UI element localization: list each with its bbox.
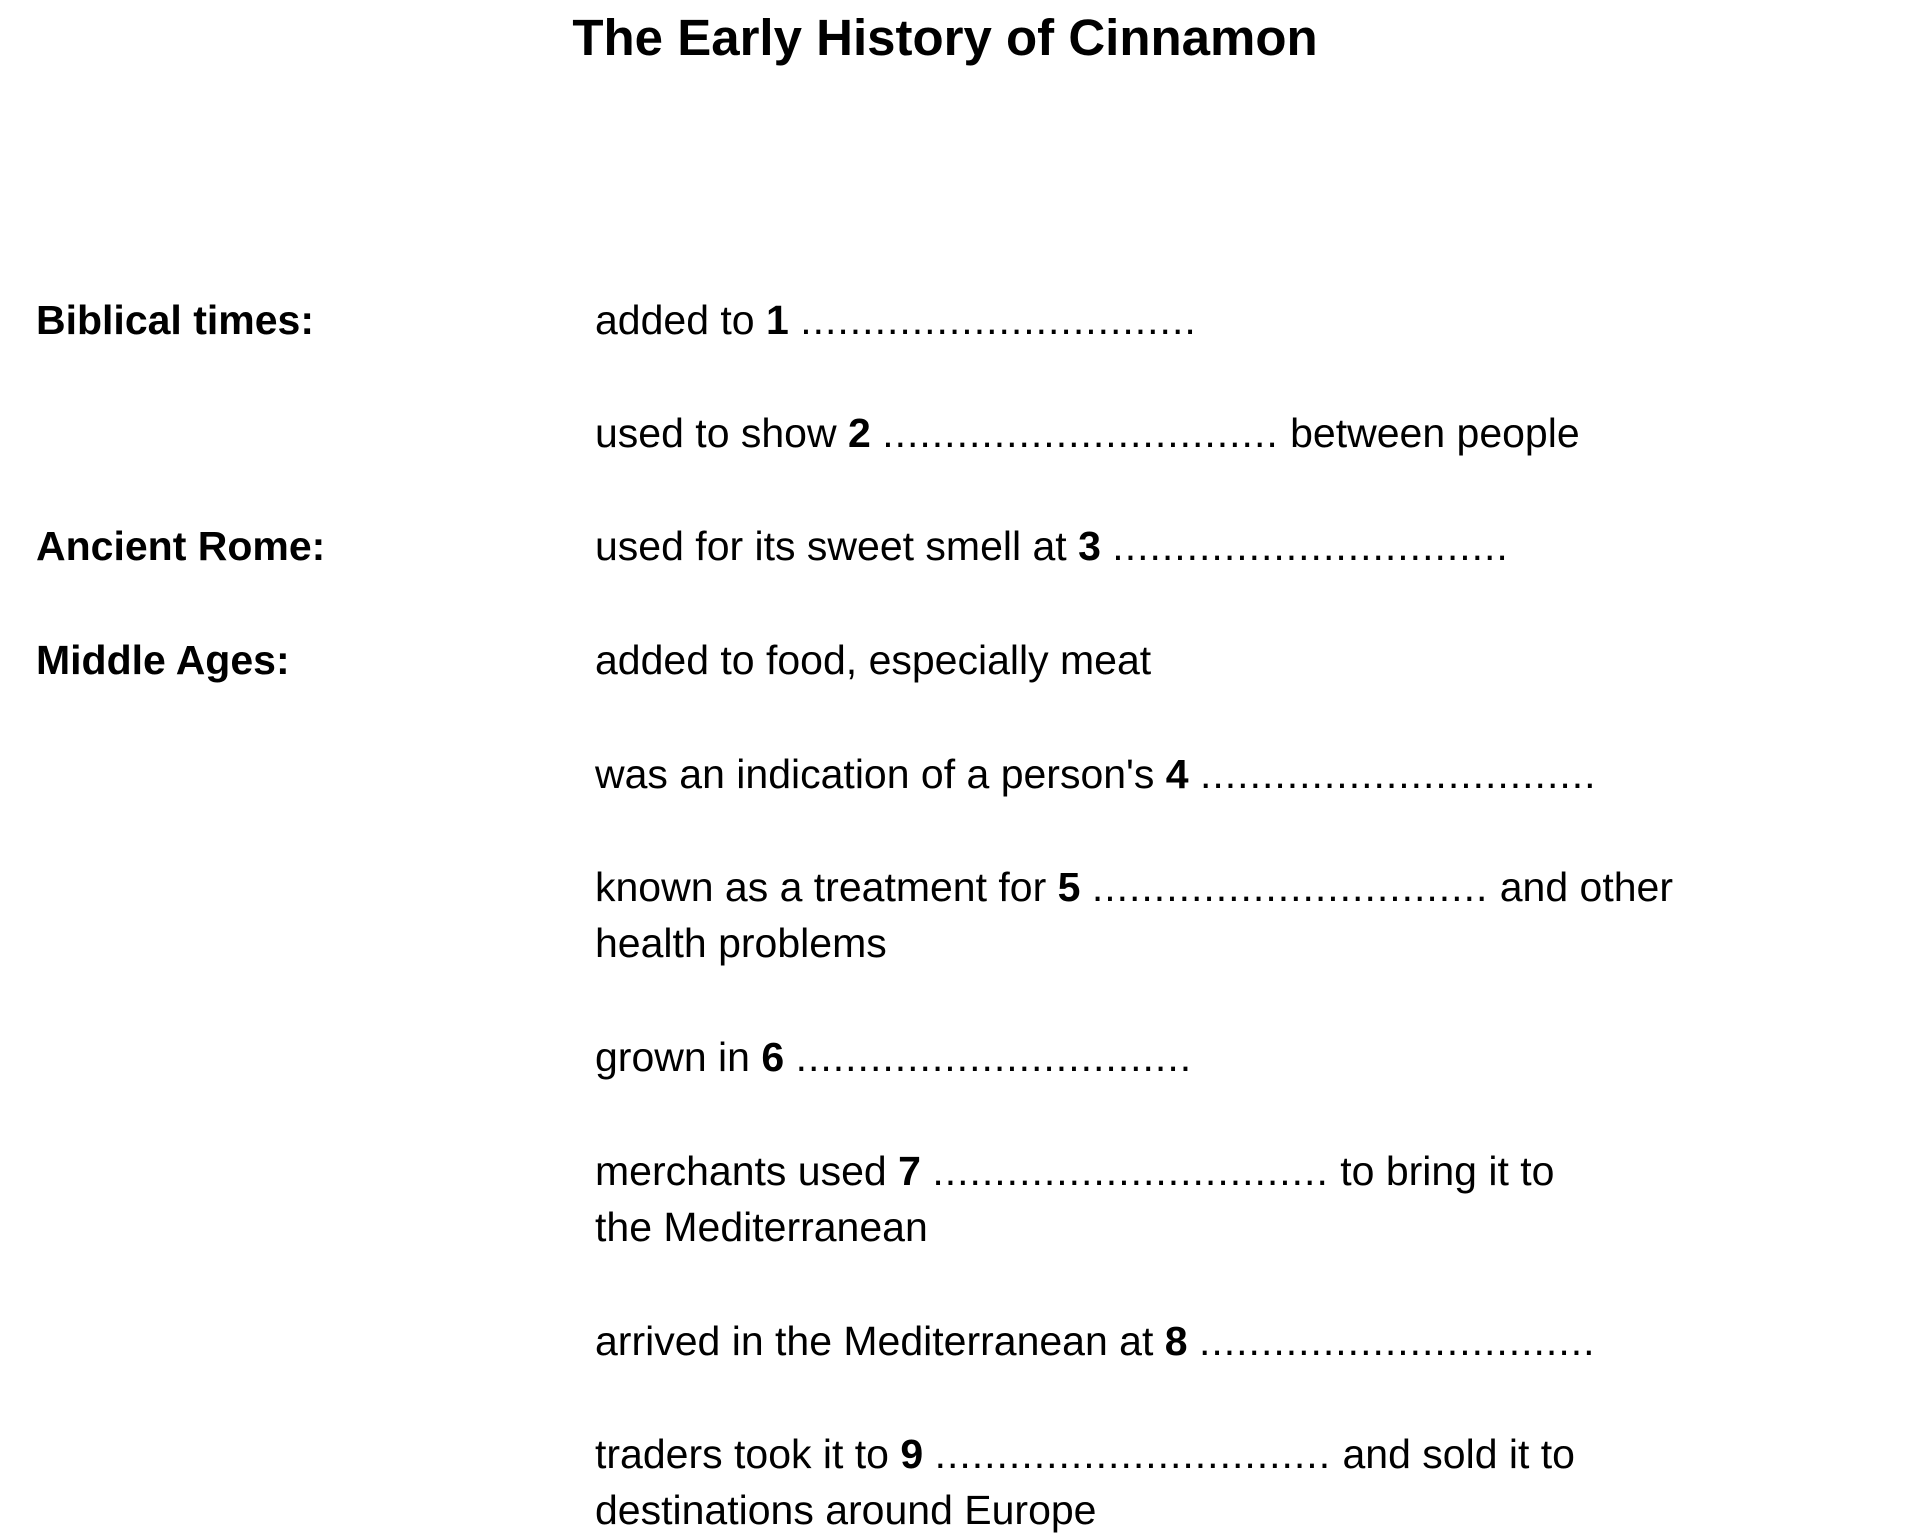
note-text: used to show (595, 410, 848, 456)
answer-blank-6[interactable]: ................................ (795, 1034, 1193, 1080)
note-text-continued: the Mediterranean (595, 1204, 928, 1250)
note-text: between people (1278, 410, 1580, 456)
question-number: 8 (1164, 1318, 1188, 1364)
note-text: known as a treatment for (595, 864, 1058, 910)
question-number: 4 (1165, 751, 1189, 797)
answer-blank-5[interactable]: ................................ (1091, 864, 1489, 910)
note-item-2 (595, 405, 1825, 461)
note-item-7 (595, 1143, 1825, 1255)
answer-blank-7[interactable]: ................................ (932, 1148, 1329, 1194)
note-text-continued: health problems (595, 920, 887, 966)
answer-blank-2[interactable]: ................................ (882, 410, 1279, 456)
note-text: used for its sweet smell at (595, 523, 1079, 569)
section-label-middle-ages: Middle Ages: (36, 637, 290, 683)
note-item-plain (595, 632, 1825, 688)
question-number: 2 (848, 410, 871, 456)
note-text: grown in (595, 1034, 762, 1080)
question-number: 6 (761, 1034, 785, 1080)
note-item-1 (595, 292, 1825, 348)
note-text: traders took it to (595, 1431, 901, 1477)
answer-blank-1[interactable]: ................................ (800, 297, 1197, 343)
note-text: added to food, especially meat (595, 637, 1152, 683)
question-number: 5 (1057, 864, 1081, 910)
question-number: 7 (898, 1148, 921, 1194)
note-item-3 (595, 518, 1825, 574)
section-label-ancient-rome: Ancient Rome: (36, 523, 326, 569)
note-item-5 (595, 859, 1825, 971)
note-text: was an indication of a person's (595, 751, 1166, 797)
question-number: 1 (766, 297, 789, 343)
note-text: to bring it to (1328, 1148, 1555, 1194)
note-text: merchants used (595, 1148, 899, 1194)
answer-blank-3[interactable]: ................................ (1112, 523, 1509, 569)
note-text-continued: destinations around Europe (595, 1487, 1097, 1533)
note-item-8 (595, 1313, 1825, 1369)
question-number: 3 (1078, 523, 1101, 569)
answer-blank-9[interactable]: ................................ (934, 1431, 1332, 1477)
note-text: arrived in the Mediterranean at (595, 1318, 1165, 1364)
answer-blank-4[interactable]: ................................ (1200, 751, 1597, 797)
note-text: and sold it to (1331, 1431, 1575, 1477)
note-item-9 (595, 1426, 1825, 1538)
note-item-6 (595, 1029, 1825, 1085)
note-item-4 (595, 746, 1825, 802)
answer-blank-8[interactable]: ................................ (1198, 1318, 1596, 1364)
question-number: 9 (900, 1431, 924, 1477)
section-label-biblical-times: Biblical times: (36, 297, 314, 343)
note-text: added to (595, 297, 766, 343)
page-title: The Early History of Cinnamon (572, 9, 1318, 66)
note-text: and other (1488, 864, 1673, 910)
